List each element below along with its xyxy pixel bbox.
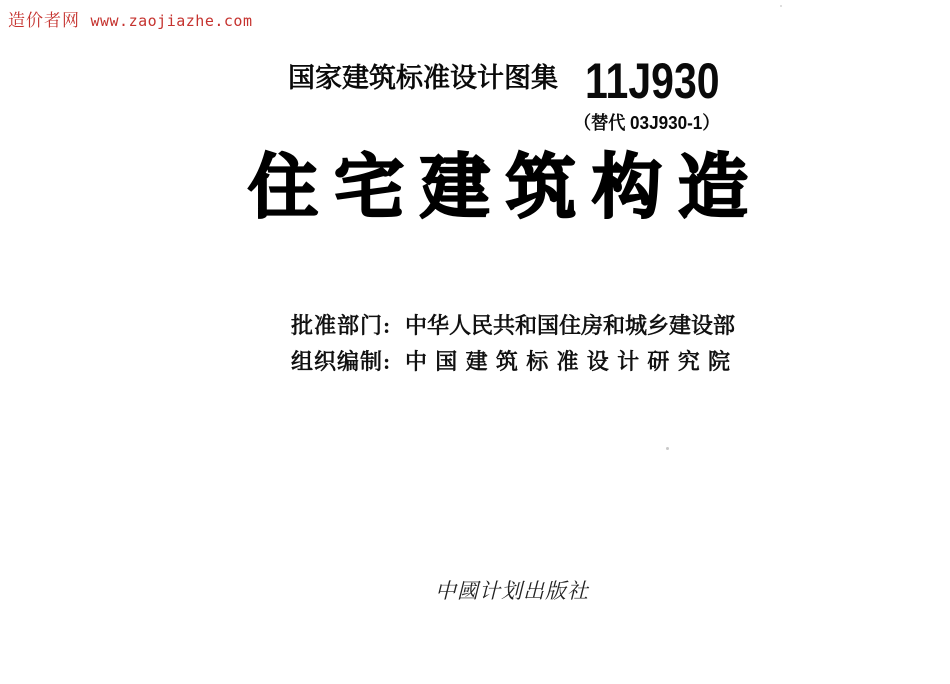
approval-authority-label: 批准部门: <box>291 313 392 338</box>
watermark-site-url: www.zaojiazhe.com <box>90 12 253 30</box>
approval-block <box>291 315 738 387</box>
watermark <box>8 6 252 31</box>
scan-speck <box>780 5 782 7</box>
publisher-imprint: 中國计划出版社 <box>435 579 589 603</box>
approval-row-compiler <box>291 351 738 373</box>
approval-authority-value: 中华人民共和国住房和城乡建设部 <box>405 313 736 338</box>
compiler-label: 组织编制: <box>291 349 392 374</box>
scan-speck <box>666 447 669 450</box>
book-title: 住宅建筑构造 <box>248 148 764 226</box>
approval-row-authority <box>291 315 738 337</box>
watermark-site-name: 造价者网 <box>8 11 80 30</box>
compiler-value: 中国建筑标准设计研究院 <box>405 349 739 374</box>
supersedes-note: （替代 03J930-1） <box>574 113 720 133</box>
atlas-code: 11J930 <box>585 53 720 109</box>
series-label: 国家建筑标准设计图集 <box>288 63 558 93</box>
